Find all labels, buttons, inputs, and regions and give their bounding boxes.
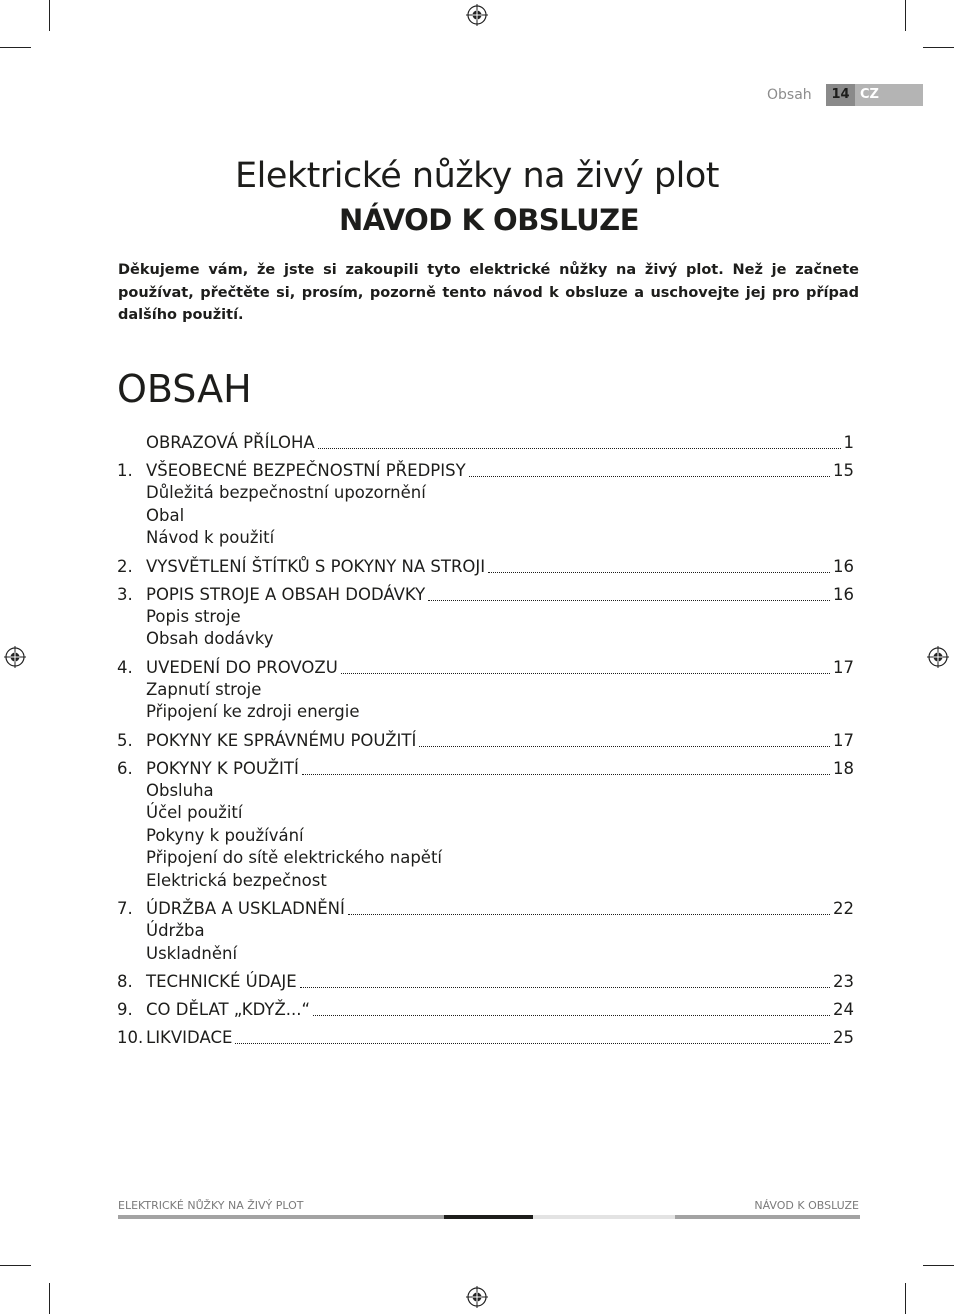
toc-dot-leader <box>235 1026 830 1044</box>
toc-subitem: Obsah dodávky <box>146 629 274 648</box>
crop-mark <box>0 1265 31 1266</box>
toc-subitem: Pokyny k používání <box>146 825 304 845</box>
toc-entry <box>117 998 854 1021</box>
toc-subitem: Uskladnění <box>146 943 238 963</box>
toc-entry-page: 17 <box>833 730 854 750</box>
toc-dot-leader <box>469 459 830 477</box>
toc-entry-number <box>117 431 146 454</box>
toc-subitem: Popis stroje <box>146 606 241 626</box>
crop-mark <box>923 47 954 48</box>
toc-entry-line <box>117 757 854 780</box>
toc-entry-number: 6. <box>117 758 133 778</box>
toc-subitem: Důležitá bezpečnostní upozornění <box>146 483 426 502</box>
toc-entry-page: 1 <box>843 433 854 452</box>
toc-entry-line <box>117 583 854 606</box>
page-title: Elektrické nůžky na živý plot <box>235 156 719 196</box>
toc-entry <box>117 897 854 965</box>
footer-product-name: ELEKTRICKÉ NŮŽKY NA ŽIVÝ PLOT <box>118 1199 304 1212</box>
toc-entry-label: UVEDENÍ DO PROVOZU <box>146 657 338 677</box>
toc-entry-line <box>117 897 854 920</box>
page-number: 14 <box>826 84 855 106</box>
toc-entry-number: 9. <box>117 1000 133 1019</box>
toc-dot-leader <box>419 729 830 747</box>
toc-dot-leader <box>300 970 830 988</box>
footer-document-type: NÁVOD K OBSLUZE <box>754 1199 859 1212</box>
toc-dot-leader <box>341 656 830 674</box>
toc-entry <box>117 729 854 752</box>
crop-mark <box>923 1265 954 1266</box>
toc-entry-page: 16 <box>833 584 854 604</box>
toc-entry-number: 2. <box>117 556 133 576</box>
footer-rule <box>444 1215 533 1219</box>
toc-subitem: Obsluha <box>146 780 214 800</box>
toc-entry-line <box>117 970 854 993</box>
toc-entry-number: 10. <box>117 1028 144 1047</box>
language-code: CZ <box>860 87 879 102</box>
toc-subitem: Připojení do sítě elektrického napětí <box>146 848 442 867</box>
toc-entry <box>117 757 854 893</box>
toc-entry <box>117 555 854 578</box>
toc-entry-page: 17 <box>833 657 854 677</box>
page-subtitle: NÁVOD K OBSLUZE <box>338 203 640 237</box>
toc-entry-page: 23 <box>833 972 854 991</box>
toc-entry-line <box>117 998 854 1021</box>
toc-entry-page: 24 <box>833 1000 854 1019</box>
toc-subitem: Elektrická bezpečnost <box>146 870 327 890</box>
toc-subitem: Připojení ke zdroji energie <box>146 702 360 721</box>
toc-entry-label: OBRAZOVÁ PŘÍLOHA <box>146 433 315 452</box>
toc-subitem: Zapnutí stroje <box>146 679 262 699</box>
toc-entry-label: VŠEOBECNÉ BEZPEČNOSTNÍ PŘEDPISY <box>146 461 466 480</box>
toc-heading: OBSAH <box>117 367 252 411</box>
toc-entry <box>117 656 854 724</box>
crop-mark <box>905 0 906 31</box>
toc-entry-label: POKYNY KE SPRÁVNÉMU POUŽITÍ <box>146 730 417 750</box>
toc-entry <box>117 459 854 550</box>
toc-entry-page: 16 <box>833 556 854 576</box>
toc-entry-line <box>117 729 854 752</box>
table-of-contents <box>117 431 854 1054</box>
toc-entry-line <box>117 656 854 679</box>
crop-mark <box>0 47 31 48</box>
header-section-label: Obsah <box>767 87 812 103</box>
toc-entry-line <box>117 459 854 482</box>
toc-entry-number: 1. <box>117 461 133 480</box>
toc-dot-leader <box>488 555 830 573</box>
toc-subitem: Účel použití <box>146 803 243 822</box>
footer-rule <box>675 1215 860 1219</box>
toc-entry-number: 7. <box>117 899 133 918</box>
toc-entry-line <box>117 555 854 578</box>
toc-entry-page: 22 <box>833 899 854 918</box>
registration-mark-icon <box>927 646 949 668</box>
toc-subitem: Údržba <box>146 921 205 940</box>
toc-entry-number: 8. <box>117 972 133 991</box>
toc-dot-leader <box>428 583 830 601</box>
footer-rule <box>118 1215 444 1219</box>
registration-mark-icon <box>466 1286 488 1308</box>
footer-rule <box>533 1215 675 1219</box>
toc-entry <box>117 1026 854 1049</box>
toc-dot-leader <box>348 897 830 915</box>
toc-dot-leader <box>302 757 830 775</box>
crop-mark <box>905 1283 906 1314</box>
toc-entry-label: CO DĚLAT „KDYŽ...“ <box>146 1000 311 1019</box>
registration-mark-icon <box>4 646 26 668</box>
toc-entry <box>117 583 854 651</box>
toc-entry-line <box>117 431 854 454</box>
registration-mark-icon <box>466 4 488 26</box>
toc-entry-label: VYSVĚTLENÍ ŠTÍTKŮ S POKYNY NA STROJI <box>146 556 486 576</box>
toc-entry-page: 15 <box>833 461 854 480</box>
toc-entry-number: 4. <box>117 657 133 677</box>
toc-subitem: Obal <box>146 505 185 525</box>
toc-entry-label: POKYNY K POUŽITÍ <box>146 758 299 778</box>
toc-entry-page: 18 <box>833 758 854 778</box>
toc-entry-page: 25 <box>833 1028 854 1047</box>
toc-entry <box>117 431 854 454</box>
toc-entry-label: POPIS STROJE A OBSAH DODÁVKY <box>146 584 426 604</box>
intro-paragraph: Děkujeme vám, že jste si zakoupili tyto elektrické nůžky na živý plot. Než je začnete používat, přečtěte si, prosím, pozorně tento návod k obsluze a uschovejte jej pro případ dalšího použití. <box>118 262 859 323</box>
toc-entry-number: 3. <box>117 584 133 604</box>
toc-entry-number: 5. <box>117 730 133 750</box>
toc-dot-leader <box>313 998 830 1016</box>
toc-subitem: Návod k použití <box>146 528 275 547</box>
toc-dot-leader <box>318 431 841 449</box>
toc-entry <box>117 970 854 993</box>
toc-entry-line <box>117 1026 854 1049</box>
crop-mark <box>49 0 50 31</box>
toc-entry-label: ÚDRŽBA A USKLADNĚNÍ <box>146 899 345 918</box>
toc-entry-label: LIKVIDACE <box>146 1028 233 1047</box>
toc-entry-label: TECHNICKÉ ÚDAJE <box>146 972 297 991</box>
crop-mark <box>49 1283 50 1314</box>
